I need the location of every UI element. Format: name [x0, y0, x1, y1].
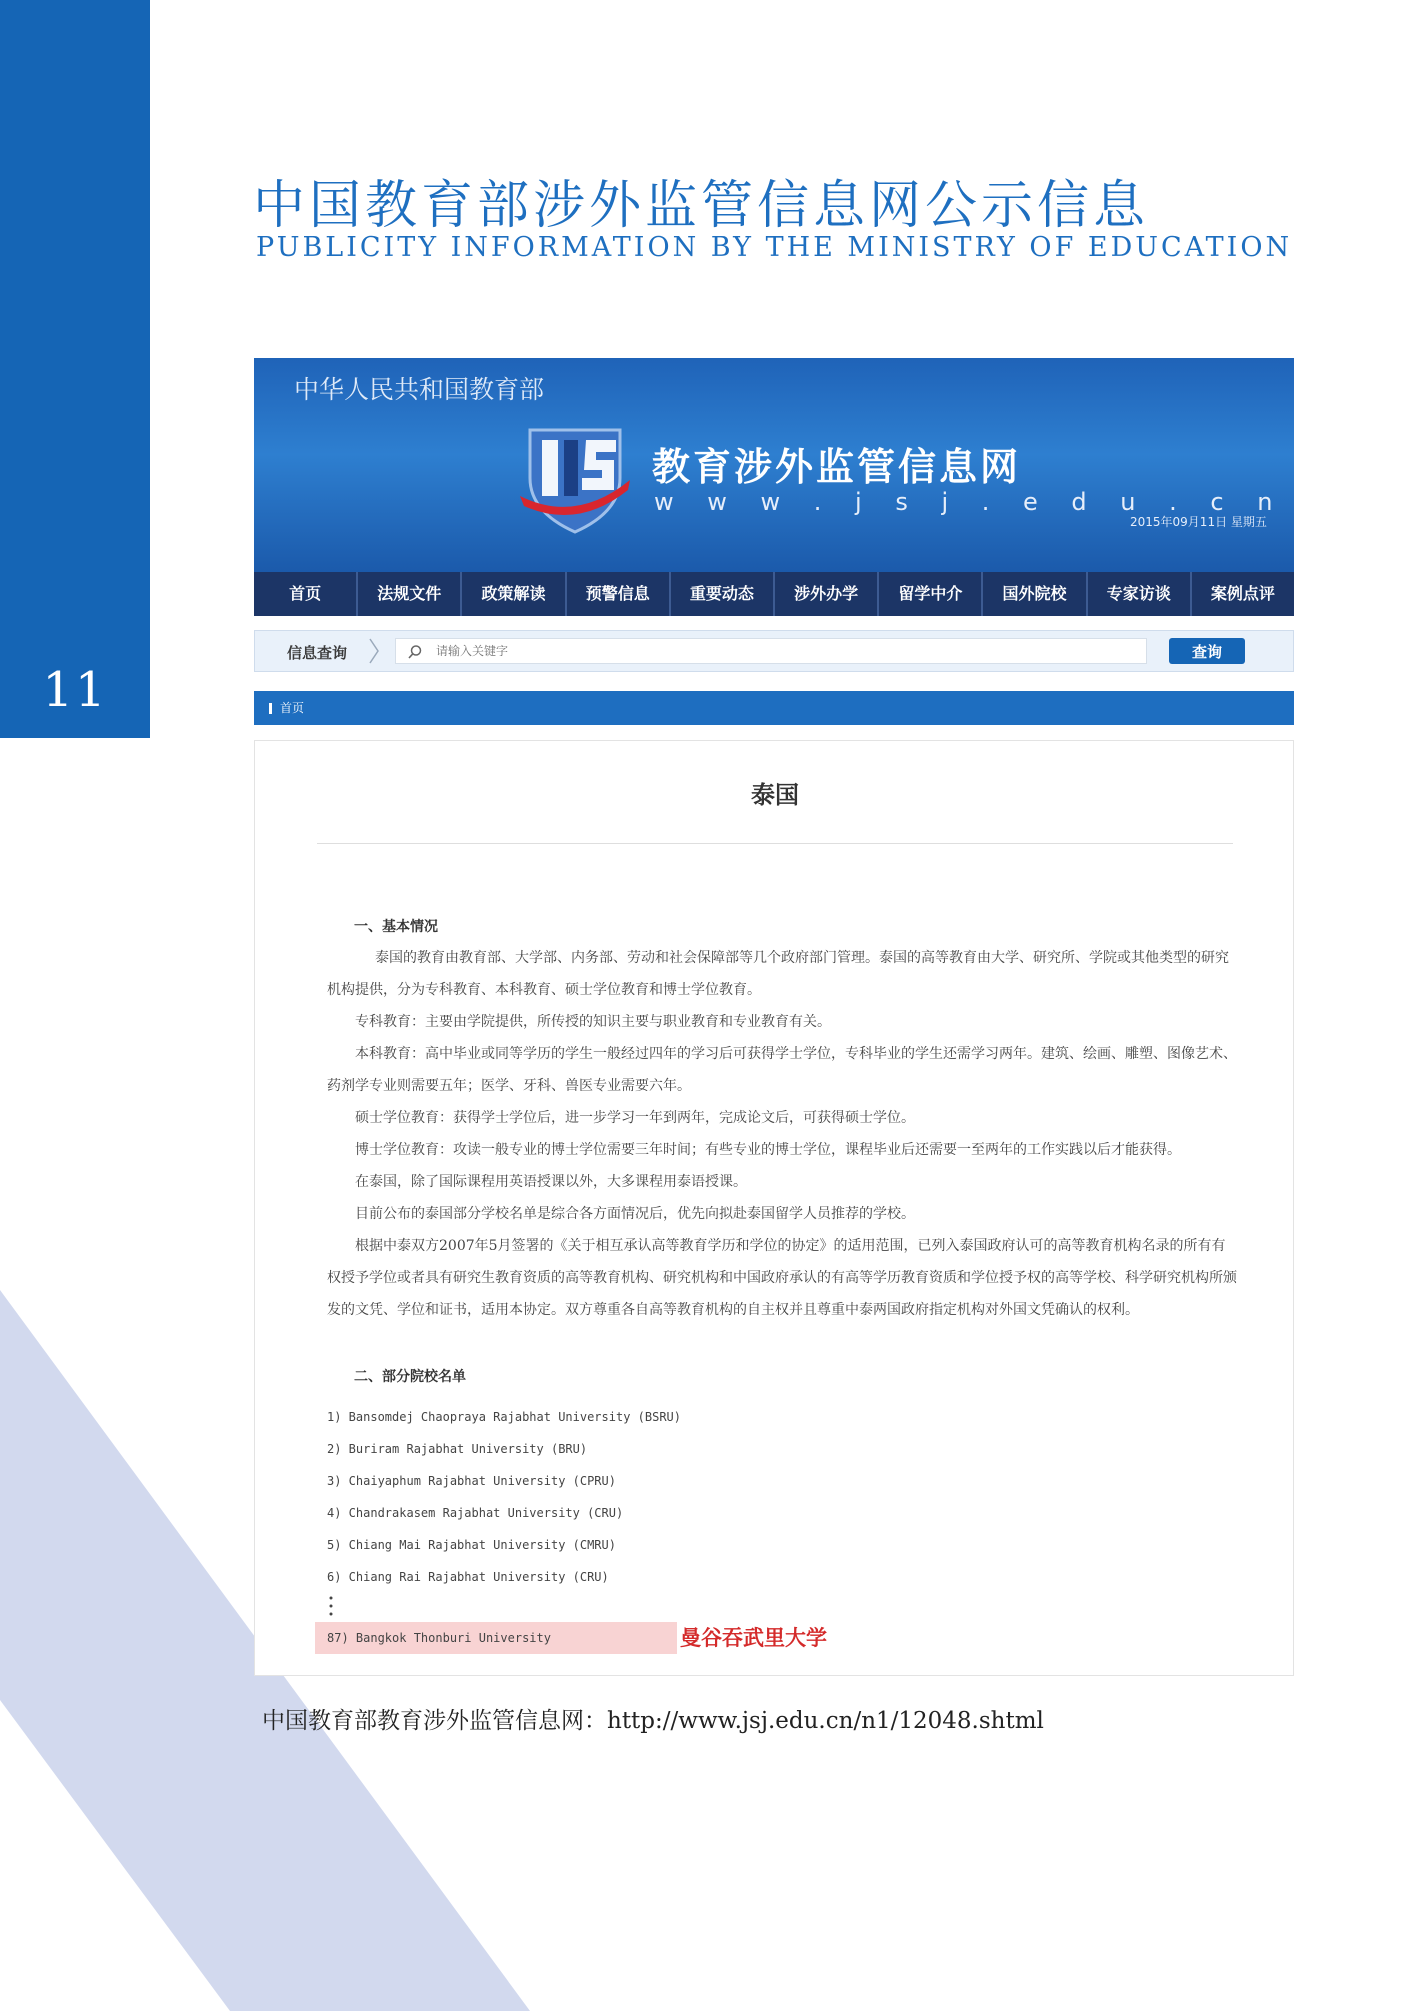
article-body	[254, 740, 1294, 1676]
paragraph-6: 在泰国，除了国际课程用英语授课以外，大多课程用泰语授课。	[355, 1174, 747, 1190]
university-list-item: 3) Chaiyaphum Rajabhat University (CPRU)	[327, 1474, 616, 1488]
search-button[interactable]: 查询	[1169, 638, 1245, 664]
paragraph-2: 专科教育：主要由学院提供，所传授的知识主要与职业教育和专业教育有关。	[355, 1014, 831, 1030]
search-label: 信息查询	[287, 644, 348, 662]
nav-item-overseas-institutions[interactable]: 国外院校	[983, 572, 1087, 616]
breadcrumb-marker	[269, 703, 272, 714]
highlighted-university-cn: 曼谷吞武里大学	[680, 1626, 827, 1650]
nav-item-interviews[interactable]: 专家访谈	[1088, 572, 1192, 616]
nav-item-regulations[interactable]: 法规文件	[358, 572, 462, 616]
university-list-item: 1) Bansomdej Chaopraya Rajabhat University (BSRU)	[327, 1410, 682, 1424]
chevron-right-icon	[367, 637, 381, 665]
university-list-item: 4) Chandrakasem Rajabhat University (CRU)	[327, 1506, 624, 1520]
breadcrumb	[254, 691, 1294, 725]
site-logo-icon	[516, 426, 634, 536]
paragraph-7: 目前公布的泰国部分学校名单是综合各方面情况后，优先向拟赴泰国留学人员推荐的学校。	[355, 1206, 915, 1222]
search-icon	[407, 644, 423, 660]
paragraph-1: 泰国的教育由教育部、大学部、内务部、劳动和社会保障部等几个政府部门管理。泰国的高等教育由大学、研究所、学院或其他类型的研究机构提供，分为专科教育、本科教育、硕士学位教育和博士学位教育。	[327, 950, 1229, 998]
nav-item-home[interactable]: 首页	[254, 572, 358, 616]
left-accent-bar	[0, 0, 150, 738]
university-list-item: 6) Chiang Rai Rajabhat University (CRU)	[327, 1570, 609, 1584]
source-caption: 中国教育部教育涉外监管信息网：http://www.jsj.edu.cn/n1/12048.shtml	[262, 1708, 1044, 1734]
paragraph-8: 根据中泰双方2007年5月签署的《关于相互承认高等教育学历和学位的协定》的适用范围，已列入泰国政府认可的高等教育机构名录的所有有权授予学位或者具有研究生教育资质的高等教育机构、研究机构和中国政府承认的有高等学历教育资质和学位授予权的高等学校、科学研究机构所颁发的文凭、学位和证书，适用本协定。双方尊重各自高等教育机构的自主权并且尊重中泰两国政府指定机构对外国文凭确认的权利。	[327, 1238, 1237, 1318]
highlighted-university: 87) Bangkok Thonburi University	[327, 1631, 551, 1645]
site-date: 2015年09月11日 星期五	[1130, 515, 1267, 529]
main-nav	[254, 572, 1294, 616]
paragraph-4: 硕士学位教育：获得学士学位后，进一步学习一年到两年，完成论文后，可获得硕士学位。	[355, 1110, 915, 1126]
ministry-name: 中华人民共和国教育部	[294, 375, 545, 404]
breadcrumb-home-link[interactable]: 首页	[280, 701, 305, 715]
section-heading-basic-info: 一、基本情况	[354, 919, 438, 935]
nav-item-cases[interactable]: 案例点评	[1210, 584, 1275, 603]
paragraph-3: 本科教育：高中毕业或同等学历的学生一般经过四年的学习后可获得学士学位，专科毕业的学生还需学习两年。建筑、绘画、雕塑、图像艺术、药剂学专业则需要五年；医学、牙科、兽医专业需要六年。	[327, 1046, 1237, 1094]
search-input[interactable]	[395, 638, 1147, 664]
ellipsis-vertical-icon	[328, 1595, 334, 1617]
page-title: 中国教育部涉外监管信息网公示信息	[253, 176, 1150, 236]
paragraph-5: 博士学位教育：攻读一般专业的博士学位需要三年时间；有些专业的博士学位，课程毕业后还需要一至两年的工作实践以后才能获得。	[355, 1142, 1181, 1158]
site-header	[254, 358, 1294, 572]
university-list-item: 5) Chiang Mai Rajabhat University (CMRU)	[327, 1538, 616, 1552]
nav-item-warnings[interactable]: 预警信息	[567, 572, 671, 616]
nav-item-foreign-schools[interactable]: 涉外办学	[775, 572, 879, 616]
article-title: 泰国	[751, 781, 799, 809]
site-url: w w w . j s j . e d u . c n	[654, 488, 1286, 516]
site-name: 教育涉外监管信息网	[652, 444, 1022, 489]
page-subtitle: PUBLICITY INFORMATION BY THE MINISTRY OF EDUCATION	[256, 232, 1293, 263]
university-list-item: 2) Buriram Rajabhat University (BRU)	[327, 1442, 588, 1456]
nav-item-policy[interactable]: 政策解读	[462, 572, 566, 616]
page-number: 11	[42, 662, 108, 718]
nav-item-news[interactable]: 重要动态	[671, 572, 775, 616]
section-heading-universities: 二、部分院校名单	[354, 1369, 466, 1385]
search-bar	[254, 630, 1294, 672]
nav-item-agencies[interactable]: 留学中介	[879, 572, 983, 616]
article-paragraphs	[327, 942, 1237, 1326]
